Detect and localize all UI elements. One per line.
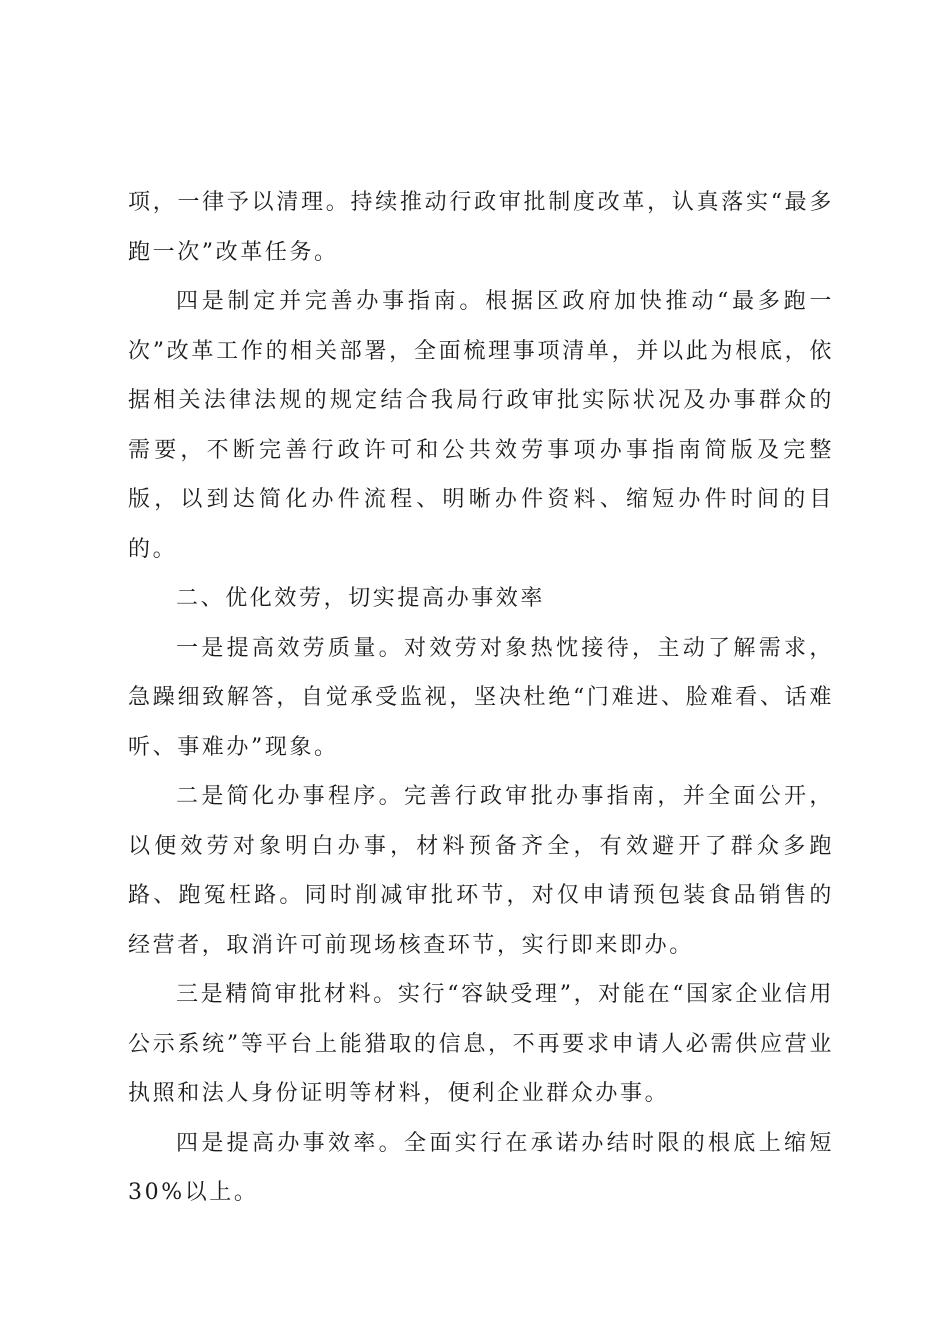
document-body [128, 178, 834, 1218]
paragraph-simplify-procedure: 二是简化办事程序。完善行政审批办事指南，并全面公开，以便效劳对象明白办事，材料预备齐全，有效避开了群众多跑路、跑冤枉路。同时削减审批环节，对仅申请预包装食品销售的经营者，取消许可前现场核查环节，实行即来即办。 [128, 784, 834, 958]
section-heading-optimize-service: 二、优化效劳，切实提高办事效率 [176, 586, 546, 611]
paragraph-streamline-materials: 三是精简审批材料。实行“容缺受理”，对能在“国家企业信用公示系统”等平台上能猎取的信息，不再要求申请人必需供应营业执照和法人身份证明等材料，便利企业群众办事。 [128, 982, 834, 1106]
paragraph-service-quality: 一是提高效劳质量。对效劳对象热忱接待，主动了解需求，急躁细致解答，自觉承受监视，坚决杜绝“门难进、脸难看、话难听、事难办”现象。 [128, 635, 834, 760]
paragraph-continuation: 项，一律予以清理。持续推动行政审批制度改革，认真落实“最多跑一次”改革任务。 [128, 190, 834, 265]
paragraph-service-guide: 四是制定并完善办事指南。根据区政府加快推动“最多跑一次”改革工作的相关部署，全面梳理事项清单，并以此为根底，依据相关法律法规的规定结合我局行政审批实际状况及办事群众的需要，不断完善行政许可和公共效劳事项办事指南简版及完整版，以到达简化办件流程、明晰办件资料、缩短办件时间的目的。 [128, 289, 834, 562]
paragraph-improve-efficiency: 四是提高办事效率。全面实行在承诺办结时限的根底上缩短 30%以上。 [128, 1130, 834, 1205]
